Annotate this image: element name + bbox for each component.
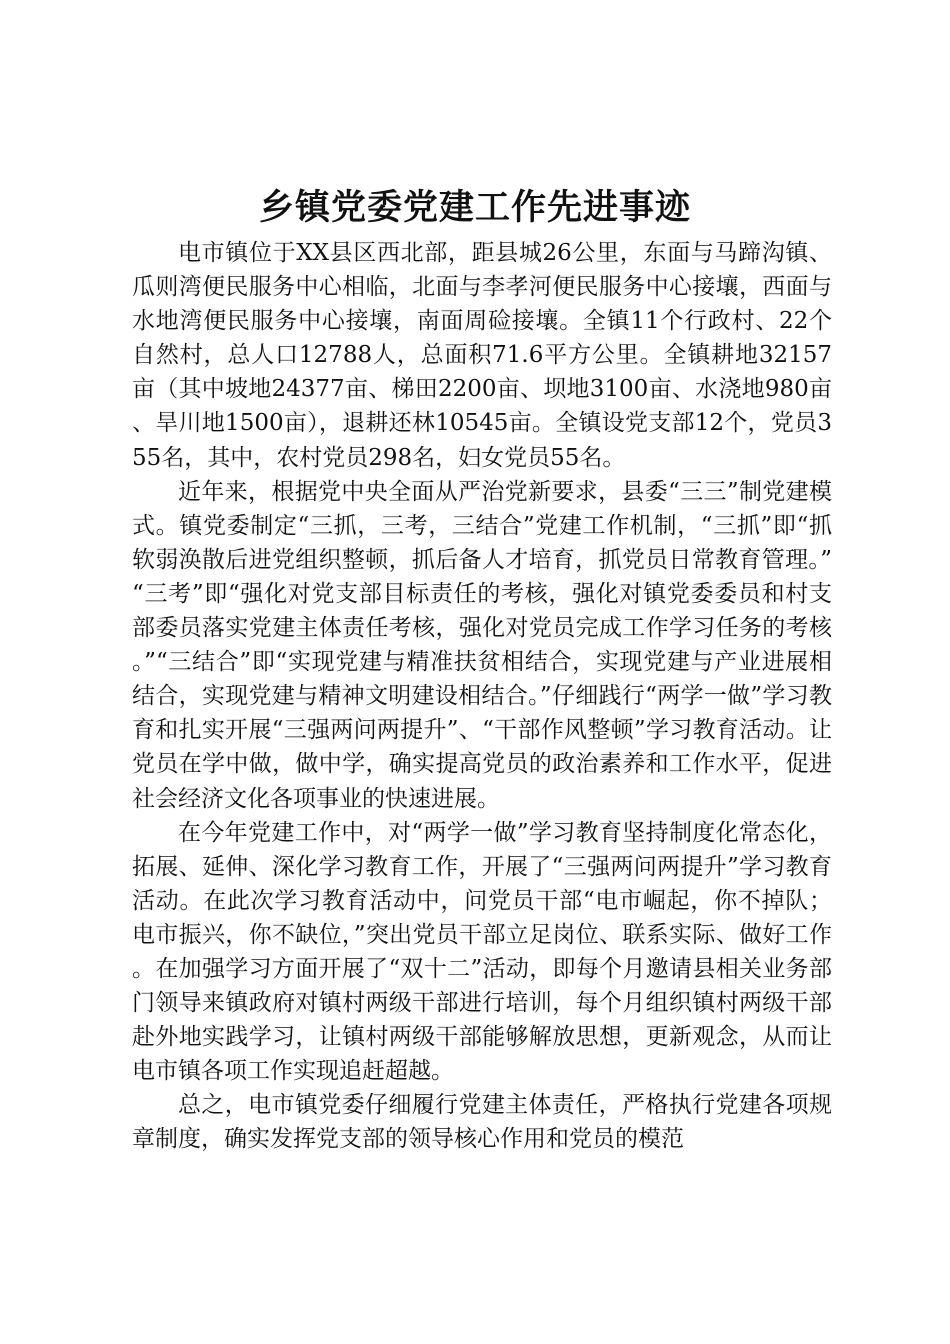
document-body (132, 236, 832, 1157)
paragraph-location-overview: 电市镇位于XX县区西北部，距县城26公里，东面与马蹄沟镇、瓜则湾便民服务中心相临，北面与李孝河便民服务中心接壤，西面与水地湾便民服务中心接壤，南面周硷接壤。全镇11个行政村、22个自然村，总人口12788人，总面积71.6平方公里。全镇耕地32157亩（其中坡地24377亩、梯田2200亩、坝地3100亩、水浇地980亩、旱川地1500亩），退耕还林10545亩。全镇设党支部12个，党员355名，其中，农村党员298名，妇女党员55名。 (132, 240, 832, 471)
document-title: 乡镇党委党建工作先进事迹 (258, 187, 691, 228)
paragraph-party-building-model: 近年来，根据党中央全面从严治党新要求，县委“三三”制党建模式。镇党委制定“三抓，三考，三结合”党建工作机制，“三抓”即“抓软弱涣散后进党组织整顿，抓后备人才培育，抓党员日常教育管理。”“三考”即“强化对党支部目标责任的考核，强化对镇党委委员和村支部委员落实党建主体责任考核，强化对党员完成工作学习任务的考核。”“三结合”即“实现党建与精准扶贫相结合，实现党建与产业进展相结合，实现党建与精神文明建设相结合。”仔细践行“两学一做”学习教育和扎实开展“三强两问两提升”、“干部作风整顿”学习教育活动。让党员在学中做，做中学，确实提高党员的政治素养和工作水平，促进社会经济文化各项事业的快速进展。 (132, 478, 832, 812)
paragraph-summary: 总之，电市镇党委仔细履行党建主体责任，严格执行党建各项规章制度，确实发挥党支部的领导核心作用和党员的模范 (132, 1092, 832, 1153)
paragraph-annual-work: 在今年党建工作中，对“两学一做”学习教育坚持制度化常态化，拓展、延伸、深化学习教育工作，开展了“三强两问两提升”学习教育活动。在此次学习教育活动中，问党员干部“电市崛起，你不掉队；电市振兴，你不缺位，”突出党员干部立足岗位、联系实际、做好工作。在加强学习方面开展了“双十二”活动，即每个月邀请县相关业务部门领导来镇政府对镇村两级干部进行培训，每个月组织镇村两级干部赴外地实践学习，让镇村两级干部能够解放思想，更新观念，从而让电市镇各项工作实现追赶超越。 (132, 819, 832, 1085)
